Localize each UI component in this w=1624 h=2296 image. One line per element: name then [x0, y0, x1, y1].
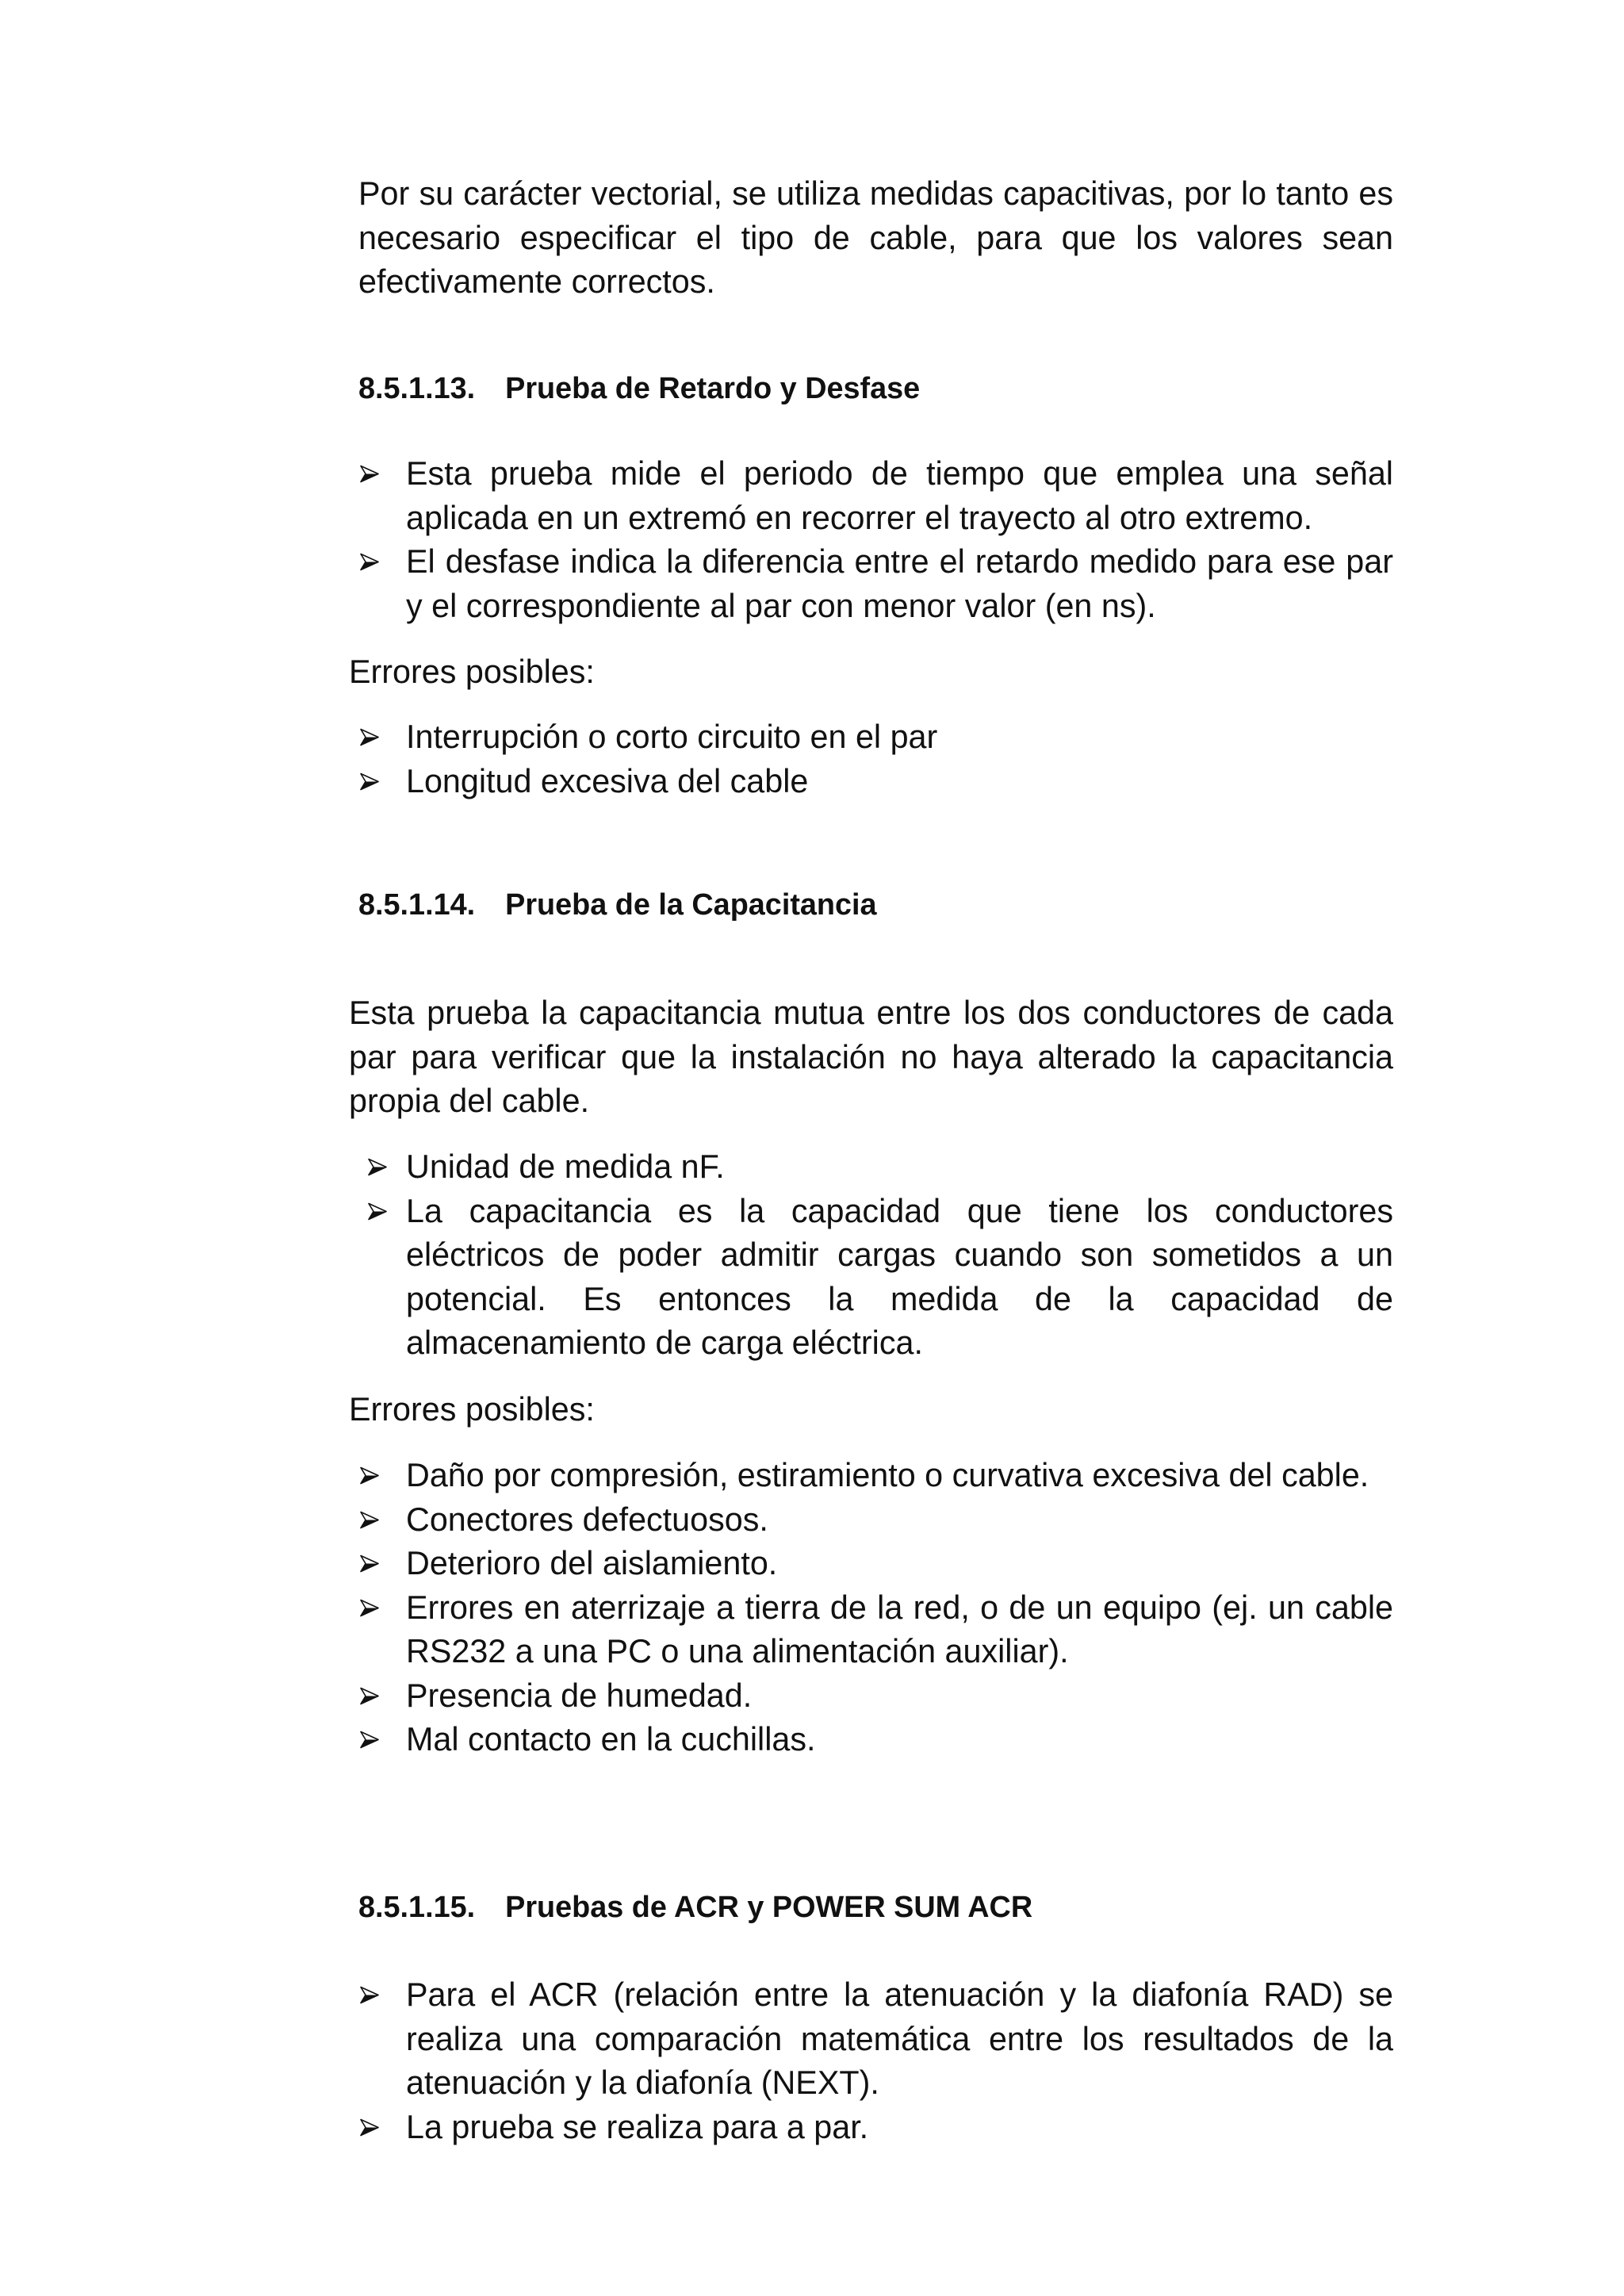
section-title: Prueba de Retardo y Desfase: [505, 372, 921, 405]
section-heading: [358, 371, 920, 406]
bullet-item: [358, 1145, 1393, 1190]
bullet-text: Errores en aterrizaje a tierra de la red, o de un equipo (ej. un cable RS232 a una PC o una alimentación auxiliar).: [406, 1589, 1393, 1669]
section-number: 8.5.1.15.: [358, 1891, 476, 1924]
bullet-text: Presencia de humedad.: [406, 1677, 753, 1714]
section-number: 8.5.1.13.: [358, 372, 476, 405]
bullet-text: Interrupción o corto circuito en el par: [406, 719, 938, 755]
bullet-item: [358, 1542, 1393, 1586]
bullet-text: El desfase indica la diferencia entre el retardo medido para ese par y el correspondiente al par con menor valor (en ns).: [406, 543, 1393, 624]
bullet-text: Mal contacto en la cuchillas.: [406, 1721, 816, 1757]
bullet-text: Deterioro del aislamiento.: [406, 1545, 778, 1581]
errors-list: [358, 1454, 1393, 1762]
arrowhead-bullet-icon: [358, 552, 381, 572]
bullet-item: [358, 1674, 1393, 1719]
bullet-item: [358, 1718, 1393, 1762]
bullet-text: Daño por compresión, estiramiento o curvativa excesiva del cable.: [406, 1457, 1369, 1493]
bullet-list: [358, 1145, 1393, 1366]
bullet-item: [358, 2106, 1393, 2150]
bullet-item: [358, 760, 1393, 804]
bullet-text: Unidad de medida nF.: [406, 1148, 725, 1185]
bullet-item: [358, 540, 1393, 628]
arrowhead-bullet-icon: [358, 1730, 381, 1750]
section-number: 8.5.1.14.: [358, 888, 476, 922]
section-title: Pruebas de ACR y POWER SUM ACR: [505, 1891, 1033, 1924]
arrowhead-bullet-icon: [366, 1202, 389, 1221]
arrowhead-bullet-icon: [366, 1157, 389, 1177]
arrowhead-bullet-icon: [358, 2118, 381, 2137]
section-paragraph: Esta prueba la capacitancia mutua entre los dos conductores de cada par para verificar que la instalación no haya alterado la capacitancia propia del cable.: [349, 995, 1393, 1119]
bullet-item: [358, 1586, 1393, 1674]
arrowhead-bullet-icon: [358, 1985, 381, 2005]
bullet-text: La prueba se realiza para a par.: [406, 2108, 869, 2145]
bullet-item: [358, 1454, 1393, 1498]
bullet-item: [358, 1498, 1393, 1543]
arrowhead-bullet-icon: [358, 727, 381, 747]
bullet-text: Para el ACR (relación entre la atenuación y la diafonía RAD) se realiza una comparación matemática entre los resultados de la atenuación y la diafonía (NEXT).: [406, 1976, 1393, 2101]
errors-label: Errores posibles:: [349, 654, 595, 690]
arrowhead-bullet-icon: [358, 464, 381, 484]
bullet-item: [358, 1973, 1393, 2106]
bullet-text: La capacitancia es la capacidad que tiene los conductores eléctricos de poder admitir cargas cuando son sometidos a un potencial. Es entonces la medida de la capacidad de almacenamiento de carga eléctrica.: [406, 1192, 1393, 1361]
bullet-item: [358, 1190, 1393, 1366]
bullet-text: Esta prueba mide el periodo de tiempo que emplea una señal aplicada en un extremó en recorrer el trayecto al otro extremo.: [406, 455, 1393, 536]
errors-label: Errores posibles:: [349, 1391, 595, 1428]
bullet-item: [358, 715, 1393, 760]
arrowhead-bullet-icon: [358, 772, 381, 792]
section-heading: [358, 887, 877, 922]
bullet-list: [358, 452, 1393, 628]
bullet-item: [358, 452, 1393, 540]
arrowhead-bullet-icon: [358, 1598, 381, 1618]
arrowhead-bullet-icon: [358, 1686, 381, 1706]
arrowhead-bullet-icon: [358, 1554, 381, 1573]
errors-list: [358, 715, 1393, 803]
arrowhead-bullet-icon: [358, 1466, 381, 1485]
arrowhead-bullet-icon: [358, 1510, 381, 1530]
section-heading: [358, 1890, 1032, 1925]
intro-paragraph: Por su carácter vectorial, se utiliza medidas capacitivas, por lo tanto es necesario especificar el tipo de cable, para que los valores sean efectivamente correctos.: [358, 175, 1393, 300]
bullet-list: [358, 1973, 1393, 2149]
bullet-text: Longitud excesiva del cable: [406, 762, 809, 799]
section-title: Prueba de la Capacitancia: [505, 888, 877, 922]
bullet-text: Conectores defectuosos.: [406, 1501, 768, 1538]
